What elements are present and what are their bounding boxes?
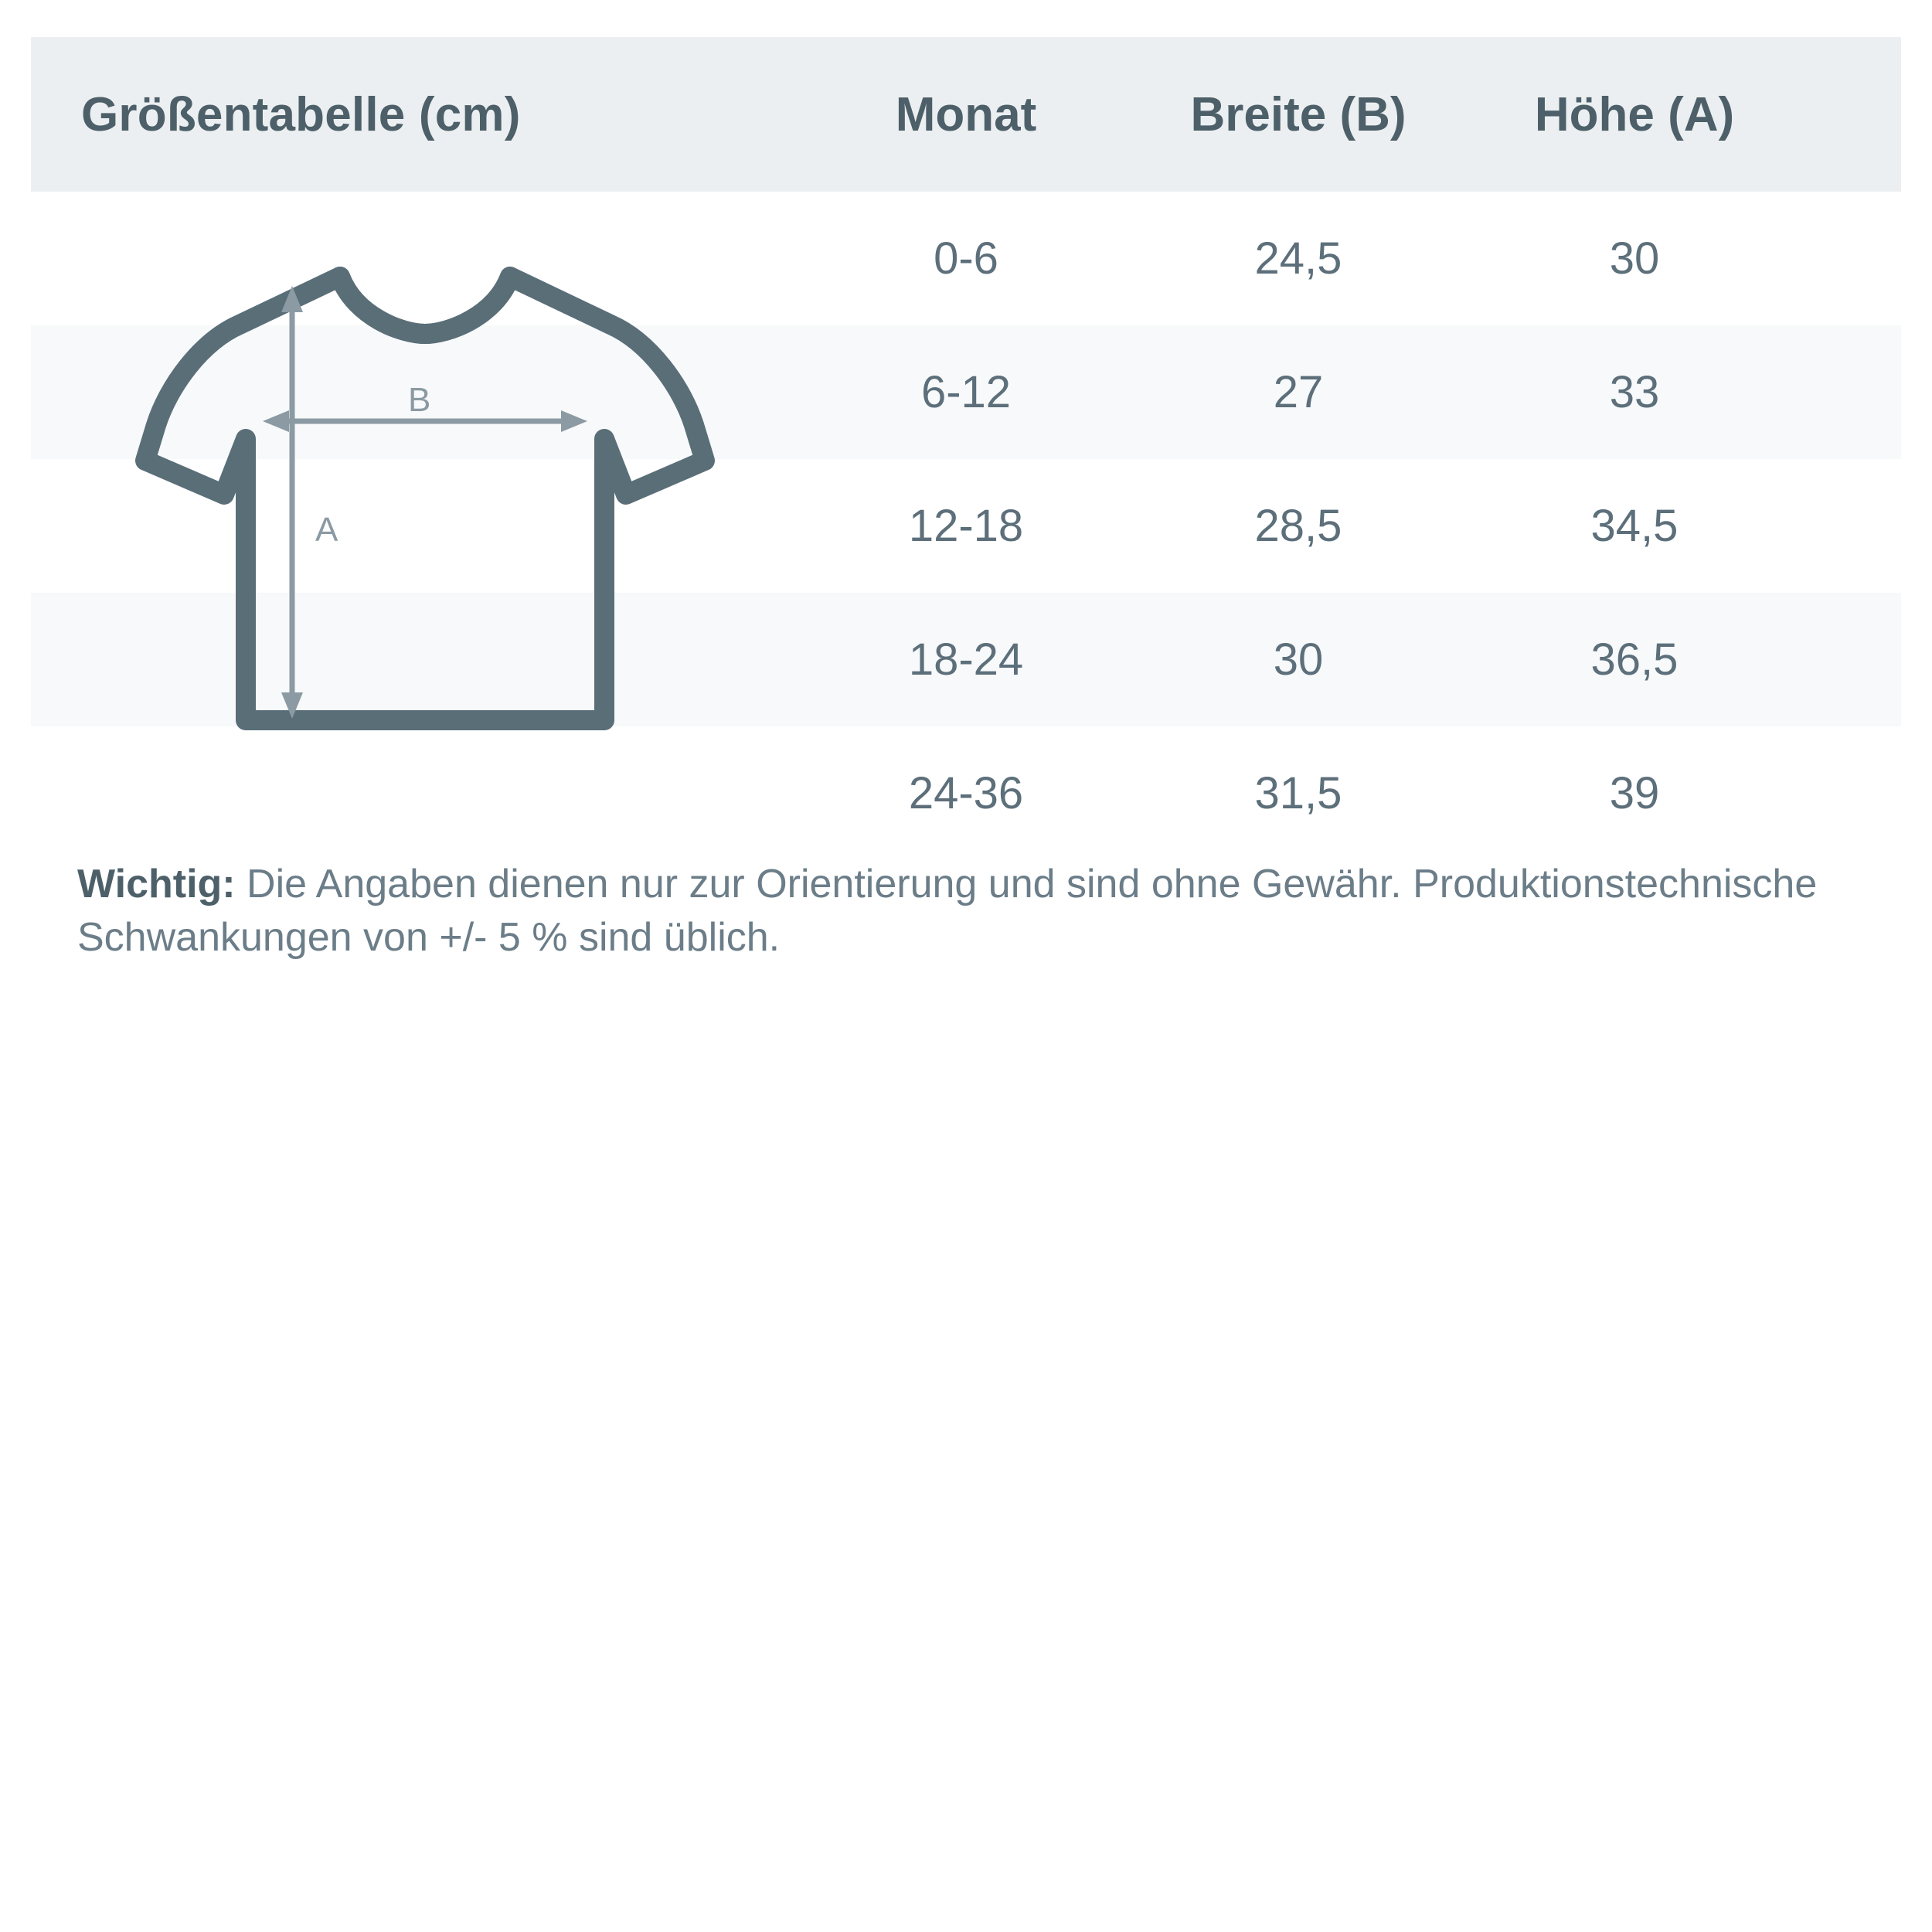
cell-month: 12-18 — [908, 501, 1024, 551]
cell-month: 0-6 — [934, 233, 998, 284]
table-header-row — [31, 37, 1901, 192]
disclaimer-note — [77, 858, 1878, 964]
column-header-height: Höhe (A) — [1534, 87, 1735, 141]
tshirt-diagram — [116, 232, 734, 788]
cell-width: 28,5 — [1254, 501, 1342, 551]
cell-month: 24-36 — [908, 768, 1024, 818]
disclaimer-lead: Wichtig: — [77, 862, 236, 906]
column-header-width: Breite (B) — [1190, 87, 1406, 141]
cell-height: 36,5 — [1590, 634, 1679, 685]
label-height: A — [315, 511, 338, 549]
disclaimer-text: Die Angaben dienen nur zur Orientierung und sind ohne Gewähr. Produktionstechnische Schwankungen von +/- 5 % sind üblich. — [77, 862, 1818, 960]
cell-height: 39 — [1609, 768, 1660, 818]
label-width: B — [408, 381, 431, 419]
cell-height: 34,5 — [1590, 501, 1679, 551]
cell-month: 6-12 — [920, 367, 1012, 417]
cell-month: 18-24 — [908, 634, 1024, 685]
cell-height: 33 — [1609, 367, 1660, 417]
cell-width: 27 — [1273, 367, 1324, 417]
tshirt-outline-icon — [116, 232, 734, 788]
cell-width: 30 — [1273, 634, 1324, 685]
column-header-month: Monat — [895, 87, 1037, 141]
page-title: Größentabelle (cm) — [81, 87, 521, 141]
cell-width: 24,5 — [1254, 233, 1342, 284]
cell-height: 30 — [1609, 233, 1660, 284]
cell-width: 31,5 — [1254, 768, 1342, 818]
